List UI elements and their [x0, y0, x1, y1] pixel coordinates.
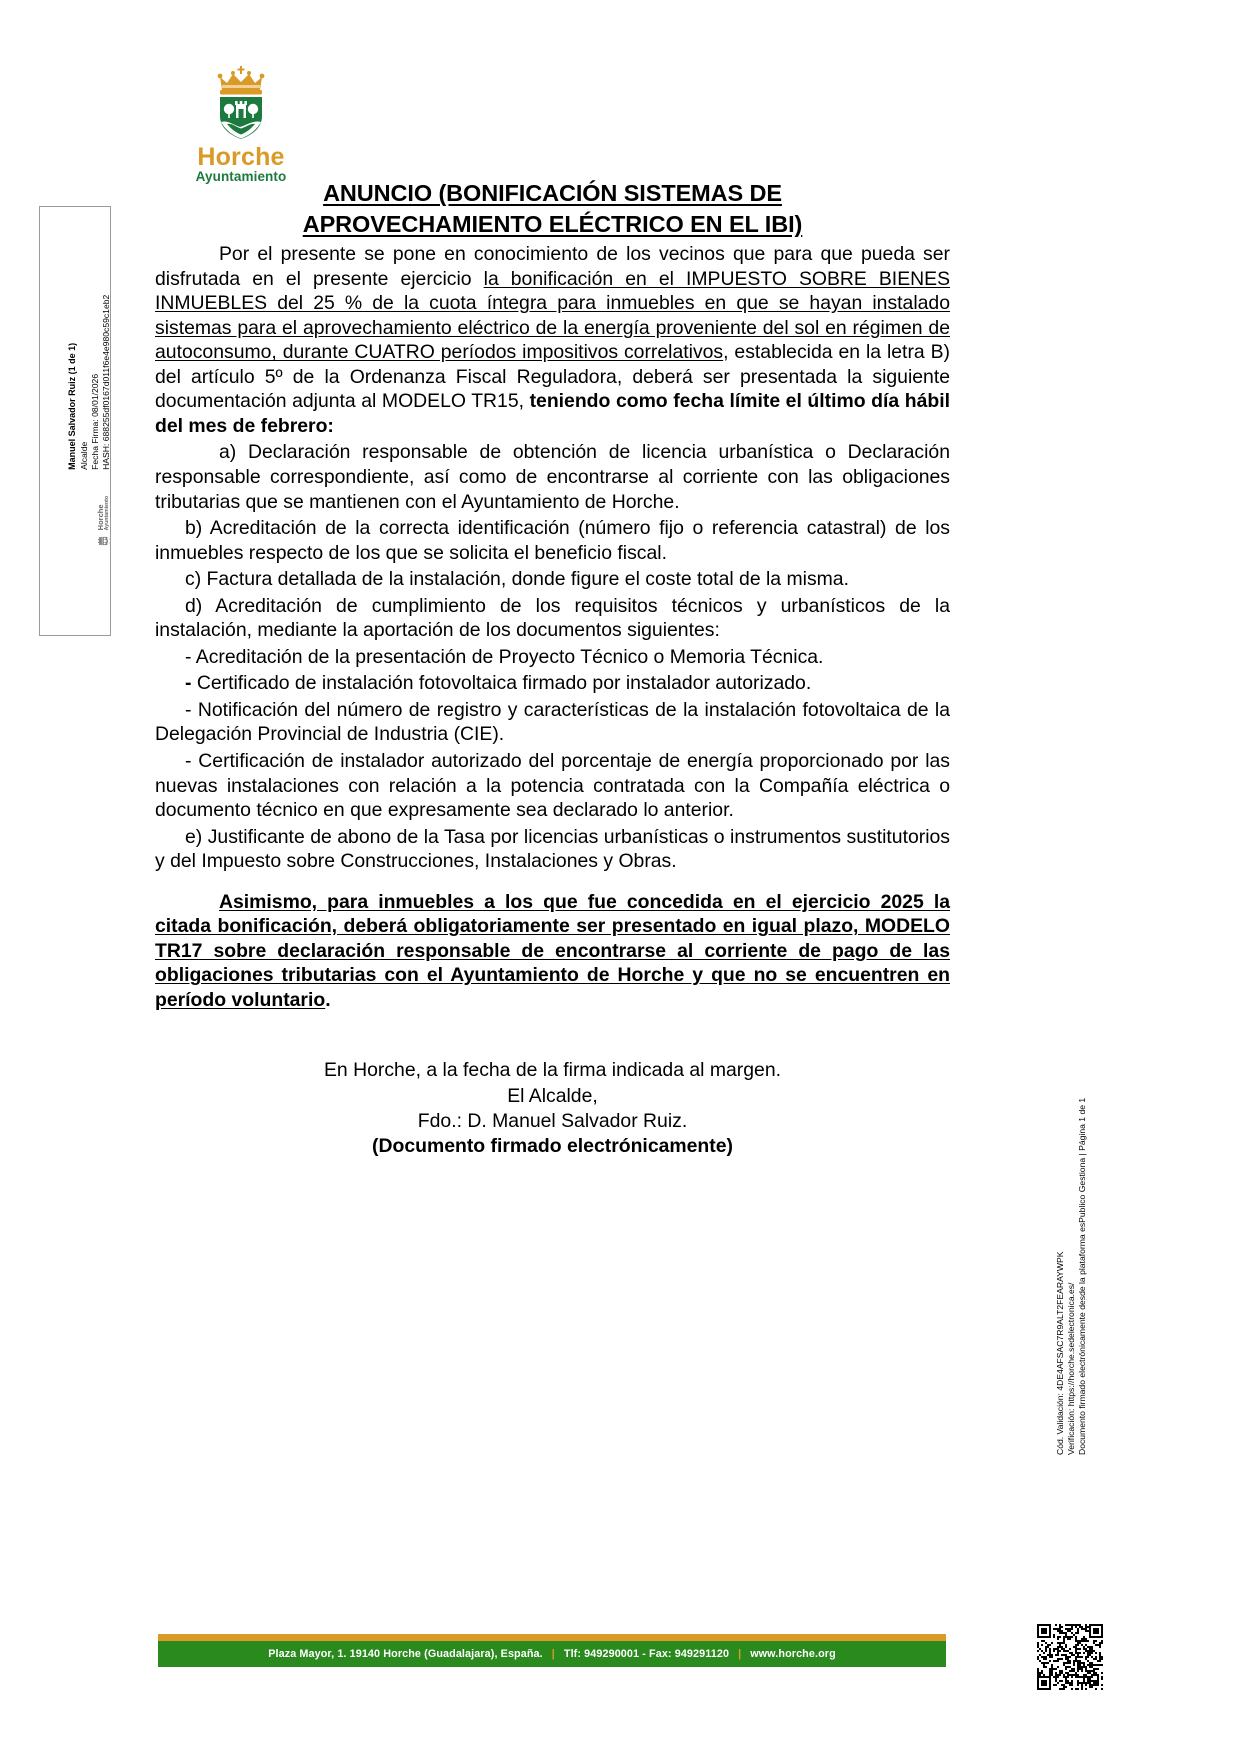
intro-part1: Por el presente se pone en conocimiento de los vecinos que para que pueda ser disfrutada en el presente ejercicio: [155, 243, 950, 290]
sign-role: El Alcalde,: [507, 1084, 598, 1107]
requirement-dash-4: - Certificación de instalador autorizado del porcentaje de energía proporcionado por las nuevas instalaciones con relación a la potencia contratada con la Compañía eléctrica o documento técnico en que expresamente sea declarado lo anterior.: [155, 749, 950, 822]
item-d: d) Acreditación de cumplimiento de los requisitos técnicos y urbanísticos de la instalación, mediante la aportación de los documentos siguientes:: [155, 594, 950, 642]
intro-deadline: teniendo como fecha límite el último día hábil del mes de febrero:: [155, 390, 950, 437]
signature-hash: HASH: 688255df0167d011f6e4e980c59c1eb2: [101, 294, 111, 470]
validation-code: Cód. Validación: 4DE4AFSAC7R9ALT2FEARAYWPK: [1055, 1251, 1065, 1455]
sign-electronic-note: (Documento firmado electrónicamente): [372, 1135, 733, 1158]
logo-subtitle: Ayuntamiento: [195, 169, 287, 185]
crest-icon-small: [95, 533, 112, 549]
requirement-dash-3: - Notificación del número de registro y características de la instalación fotovoltaica de la Delegación Provincial de Industria (CIE).: [155, 698, 950, 746]
signature-mini-logo-title: Horche: [95, 504, 105, 531]
platform-note: Documento firmado electrónicamente desde la plataforma esPublico Gestiona | Página 1 de 1: [1077, 1097, 1088, 1455]
requirement-dash-1: - Acreditación de la presentación de Proyecto Técnico o Memoria Técnica.: [185, 645, 824, 668]
requirement-dash-2: [155, 671, 950, 696]
signature-details: [67, 295, 112, 470]
logo-title: Horche: [197, 143, 285, 171]
ayuntamiento-logo: [186, 64, 296, 185]
verification-url: Verificación: https://horche.sedelectronica.es/: [1066, 1282, 1077, 1455]
signer-role: Alcalde: [79, 441, 89, 470]
closing-tail: .: [325, 988, 331, 1011]
intro-part2: , establecida en la letra B) del artículo 5º de la Ordenanza Fiscal Reguladora, deberá ser presentada la siguiente documentación adjunta al MODELO TR15,: [155, 341, 950, 413]
signature-panel: [39, 206, 111, 636]
dash-2-marker: -: [185, 672, 192, 695]
signature-mini-logo: [95, 496, 112, 549]
footer-phone: Tlf: 949290001 - Fax: 949291120: [563, 1648, 730, 1660]
sign-place-date: En Horche, a la fecha de la firma indicada al margen.: [323, 1059, 781, 1082]
footer-separator-2: |: [738, 1648, 742, 1660]
footer-website: www.horche.org: [750, 1648, 836, 1660]
page-title: [155, 178, 950, 240]
closing-emphasis: Asimismo, para inmuebles a los que fue concedida en el ejercicio 2025 la citada bonificación, deberá obligatoriamente ser presentado en igual plazo, MODELO TR17 sobre declaración responsable de encontrarse al corriente de pago de las obligaciones tributarias con el Ayuntamiento de Horche y que no se encuentren en período voluntario: [155, 890, 950, 1011]
document-body: [155, 178, 950, 1159]
sign-name: Fdo.: D. Manuel Salvador Ruiz.: [417, 1109, 688, 1132]
item-b: b) Acreditación de la correcta identificación (número fijo o referencia catastral) de los inmuebles respecto de los que se solicita el beneficio fiscal.: [155, 517, 950, 564]
signature-date: Fecha Firma: 08/01/2026: [90, 373, 100, 470]
intro-paragraph: [155, 242, 950, 438]
qr-code-image: [1037, 1624, 1103, 1690]
crest-icon: [200, 64, 282, 142]
spacer: [155, 874, 950, 888]
dash-2-text: Certificado de instalación fotovoltaica firmado por instalador autorizado.: [191, 672, 812, 695]
closing-paragraph: [155, 890, 950, 1013]
footer-contact-bar: [158, 1641, 946, 1667]
intro-underlined: la bonificación en el IMPUESTO SOBRE BIENES INMUEBLES del 25 % de la cuota íntegra para inmuebles en que se hayan instalado sistemas para el aprovechamiento eléctrico de la energía proveniente del sol en régimen de autoconsumo, durante CUATRO períodos impositivos correlativos: [155, 267, 951, 364]
item-e: e) Justificante de abono de la Tasa por licencias urbanísticas o instrumentos sustitutorios y del Impuesto sobre Construcciones, Instalaciones y Obras.: [155, 825, 950, 873]
item-a: a) Declaración responsable de obtención de licencia urbanística o Declaración responsable correspondiente, así como de encontrarse al corriente con las obligaciones tributarias que se mantienen con el Ayuntamiento de Horche.: [155, 441, 950, 513]
signature-block: [155, 1058, 950, 1159]
footer-separator-1: |: [551, 1648, 555, 1660]
signature-mini-logo-subtitle: Ayuntamiento: [103, 495, 110, 531]
footer-address: Plaza Mayor, 1. 19140 Horche (Guadalajara), España.: [268, 1648, 543, 1660]
signer-name: Manuel Salvador Ruiz (1 de 1): [67, 342, 78, 470]
item-c: c) Factura detallada de la instalación, donde figure el coste total de la misma.: [185, 568, 849, 591]
verification-strip: [1055, 995, 1127, 1455]
qr-code: [1037, 1624, 1103, 1690]
page-footer: [158, 1634, 946, 1667]
page-title-line1: ANUNCIO (BONIFICACIÓN SISTEMAS DE: [323, 180, 782, 206]
page-title-line2: APROVECHAMIENTO ELÉCTRICO EN EL IBI): [302, 211, 803, 238]
footer-accent-bar: [158, 1634, 946, 1641]
